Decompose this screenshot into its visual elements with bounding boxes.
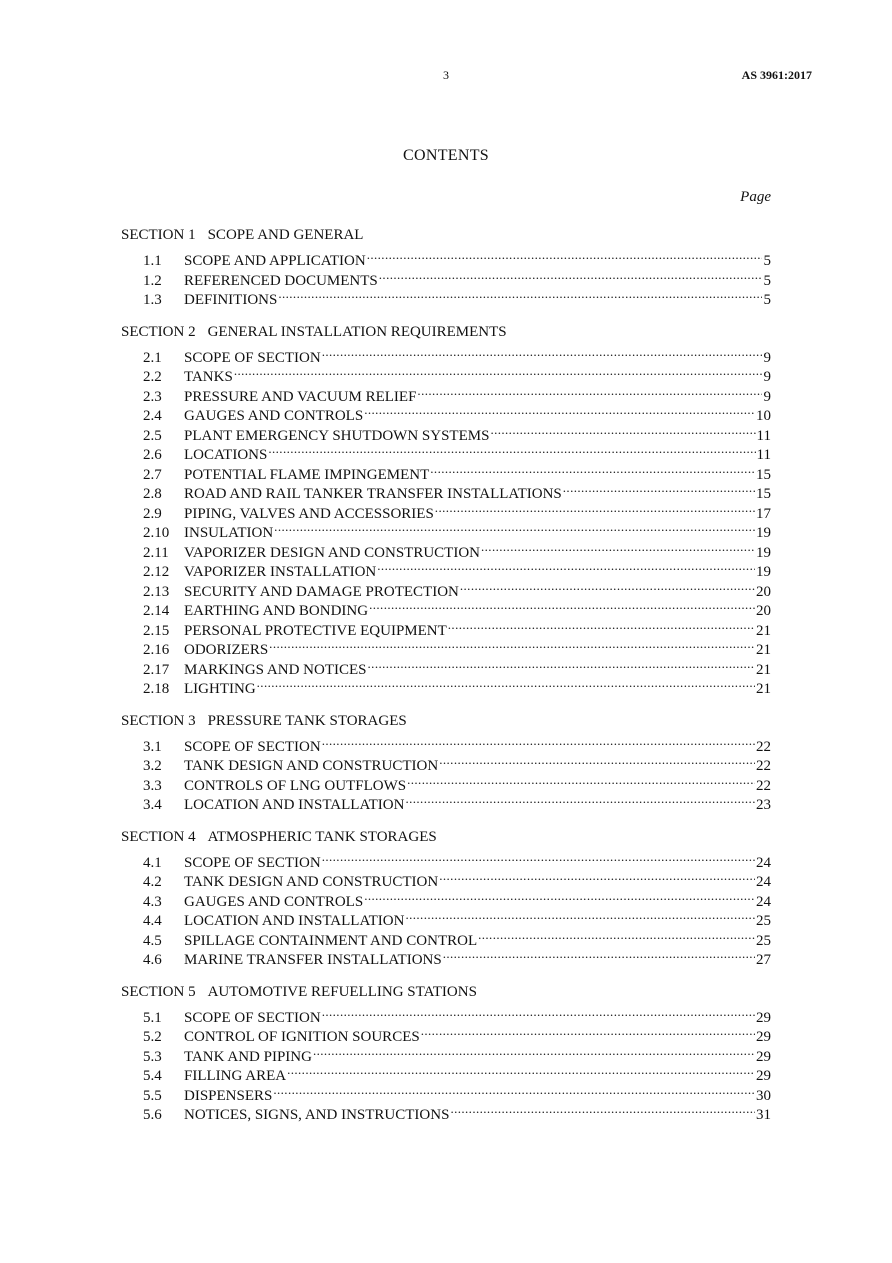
- entry-page-number: 30: [756, 1087, 771, 1104]
- entry-number: 2.11: [143, 544, 169, 561]
- entry-title: PIPING, VALVES AND ACCESSORIES: [184, 505, 434, 522]
- entry-number: 2.5: [143, 427, 162, 444]
- dot-leader: [421, 1022, 755, 1042]
- dot-leader: [273, 1080, 755, 1100]
- entry-number: 2.4: [143, 408, 162, 424]
- entry-number: 2.9: [143, 505, 162, 522]
- entry-number: 2.18: [143, 681, 170, 697]
- entry-number: 2.10: [143, 525, 170, 541]
- section-label: SECTION 1: [121, 227, 196, 243]
- section-title: ATMOSPHERIC TANK STORAGES: [207, 828, 437, 845]
- entry-page-number: 22: [756, 777, 771, 794]
- entry-number: 2.13: [143, 583, 170, 600]
- entry-page-number: 21: [756, 681, 771, 697]
- entry-number: 5.2: [143, 1029, 162, 1045]
- section-title: PRESSURE TANK STORAGES: [207, 712, 407, 729]
- entry-title: MARKINGS AND NOTICES: [184, 661, 367, 678]
- entry-title: PRESSURE AND VACUUM RELIEF: [184, 388, 417, 405]
- dot-leader: [369, 596, 755, 616]
- entry-title: EARTHING AND BONDING: [184, 603, 369, 619]
- dot-leader: [563, 479, 755, 499]
- dot-leader: [439, 751, 755, 771]
- entry-number: 5.6: [143, 1107, 162, 1123]
- toc-section: [121, 323, 771, 697]
- entry-page-number: 31: [756, 1107, 771, 1123]
- entry-number: 5.3: [143, 1048, 162, 1065]
- entry-title: DISPENSERS: [184, 1087, 273, 1104]
- entry-page-number: 29: [756, 1029, 771, 1045]
- entry-title: ODORIZERS: [184, 642, 269, 658]
- dot-leader: [490, 420, 755, 440]
- dot-leader: [435, 498, 755, 518]
- dot-leader: [322, 1002, 755, 1022]
- dot-leader: [443, 945, 755, 965]
- entry-title: NOTICES, SIGNS, AND INSTRUCTIONS: [184, 1107, 450, 1123]
- entry-title: TANKS: [184, 369, 233, 385]
- page-column-label: Page: [740, 189, 771, 205]
- entry-page-number: 25: [756, 932, 771, 949]
- entry-title: SCOPE AND APPLICATION: [184, 253, 366, 269]
- entry-title: GAUGES AND CONTROLS: [184, 408, 364, 424]
- entry-title: FILLING AREA: [184, 1068, 287, 1084]
- dot-leader: [460, 576, 755, 596]
- entry-page-number: 11: [756, 447, 771, 463]
- dot-leader: [278, 285, 762, 305]
- dot-leader: [322, 731, 755, 751]
- entry-page-number: 9: [763, 369, 771, 385]
- entry-number: 2.15: [143, 622, 170, 639]
- entry-number: 5.5: [143, 1087, 162, 1104]
- dot-leader: [257, 674, 755, 694]
- entry-number: 3.3: [143, 777, 162, 794]
- entry-page-number: 24: [756, 854, 771, 871]
- entry-number: 2.14: [143, 603, 170, 619]
- entry-number: 2.17: [143, 661, 170, 678]
- dot-leader: [368, 654, 755, 674]
- entry-page-number: 11: [756, 427, 771, 444]
- entry-title: CONTROLS OF LNG OUTFLOWS: [184, 777, 407, 794]
- entry-title: PERSONAL PROTECTIVE EQUIPMENT: [184, 622, 447, 639]
- entry-title: ROAD AND RAIL TANKER TRANSFER INSTALLATIONS: [184, 486, 562, 502]
- entry-title: SCOPE OF SECTION: [184, 1009, 321, 1026]
- entry-number: 1.1: [143, 253, 162, 269]
- entry-page-number: 9: [763, 349, 771, 366]
- section-title: GENERAL INSTALLATION REQUIREMENTS: [207, 323, 507, 340]
- entry-page-number: 29: [756, 1048, 771, 1065]
- entry-number: 5.1: [143, 1009, 162, 1026]
- entry-title: LOCATION AND INSTALLATION: [184, 913, 405, 929]
- entry-page-number: 19: [756, 564, 771, 580]
- entry-number: 1.3: [143, 292, 162, 308]
- entry-page-number: 21: [756, 642, 771, 658]
- dot-leader: [405, 906, 755, 926]
- section-heading[interactable]: [121, 323, 771, 343]
- entry-page-number: 24: [756, 874, 771, 890]
- section-label: SECTION 3: [121, 712, 196, 729]
- dot-leader: [322, 847, 755, 867]
- dot-leader: [367, 246, 762, 266]
- entry-number: 4.6: [143, 952, 162, 968]
- section-heading[interactable]: [121, 983, 771, 1003]
- dot-leader: [287, 1061, 755, 1081]
- toc-section: [121, 712, 771, 813]
- entry-page-number: 15: [756, 466, 771, 483]
- entry-page-number: 23: [756, 797, 771, 813]
- dot-leader: [268, 440, 755, 460]
- entry-title: DEFINITIONS: [184, 292, 278, 308]
- section-title: AUTOMOTIVE REFUELLING STATIONS: [207, 983, 477, 1000]
- section-label: SECTION 5: [121, 983, 196, 1000]
- toc-section: [121, 226, 771, 308]
- dot-leader: [364, 401, 755, 421]
- dot-leader: [417, 381, 762, 401]
- entry-title: LOCATION AND INSTALLATION: [184, 797, 405, 813]
- entry-number: 2.6: [143, 447, 162, 463]
- entry-title: SECURITY AND DAMAGE PROTECTION: [184, 583, 459, 600]
- entry-title: MARINE TRANSFER INSTALLATIONS: [184, 952, 442, 968]
- entry-page-number: 19: [756, 544, 771, 561]
- entry-page-number: 20: [756, 603, 771, 619]
- section-title: SCOPE AND GENERAL: [207, 227, 364, 243]
- entry-number: 2.1: [143, 349, 162, 366]
- entry-page-number: 25: [756, 913, 771, 929]
- dot-leader: [481, 537, 755, 557]
- entry-title: SCOPE OF SECTION: [184, 854, 321, 871]
- entry-page-number: 21: [756, 622, 771, 639]
- section-heading[interactable]: [121, 712, 771, 732]
- entry-number: 5.4: [143, 1068, 162, 1084]
- section-heading[interactable]: [121, 828, 771, 848]
- entry-title: TANK AND PIPING: [184, 1048, 312, 1065]
- entry-number: 3.2: [143, 758, 162, 774]
- entry-number: 4.4: [143, 913, 162, 929]
- dot-leader: [478, 925, 755, 945]
- entry-number: 1.2: [143, 272, 162, 289]
- entry-title: VAPORIZER INSTALLATION: [184, 564, 377, 580]
- dot-leader: [405, 790, 755, 810]
- entry-page-number: 20: [756, 583, 771, 600]
- entry-number: 2.16: [143, 642, 170, 658]
- dot-leader: [313, 1041, 755, 1061]
- dot-leader: [234, 362, 762, 382]
- toc-section: [121, 828, 771, 968]
- standard-code: AS 3961:2017: [741, 68, 812, 82]
- contents-title: CONTENTS: [403, 147, 489, 164]
- dot-leader: [364, 886, 755, 906]
- entry-title: REFERENCED DOCUMENTS: [184, 272, 378, 289]
- dot-leader: [379, 265, 762, 285]
- entry-number: 2.3: [143, 388, 162, 405]
- entry-page-number: 10: [756, 408, 771, 424]
- entry-page-number: 5: [763, 272, 771, 289]
- entry-title: POTENTIAL FLAME IMPINGEMENT: [184, 466, 430, 483]
- toc-entry[interactable]: [121, 847, 771, 871]
- entry-title: SPILLAGE CONTAINMENT AND CONTROL: [184, 932, 478, 949]
- entry-number: 2.7: [143, 466, 162, 483]
- dot-leader: [407, 770, 755, 790]
- entry-title: PLANT EMERGENCY SHUTDOWN SYSTEMS: [184, 427, 490, 444]
- entry-number: 4.3: [143, 893, 162, 910]
- dot-leader: [274, 518, 755, 538]
- entry-title: LIGHTING: [184, 681, 256, 697]
- entry-title: SCOPE OF SECTION: [184, 349, 321, 366]
- toc-entry[interactable]: [121, 731, 771, 755]
- dot-leader: [439, 867, 755, 887]
- dot-leader: [377, 557, 755, 577]
- entry-number: 2.8: [143, 486, 162, 502]
- section-heading[interactable]: [121, 226, 771, 246]
- entry-title: VAPORIZER DESIGN AND CONSTRUCTION: [184, 544, 480, 561]
- entry-title: TANK DESIGN AND CONSTRUCTION: [184, 758, 439, 774]
- entry-page-number: 27: [756, 952, 771, 968]
- toc-entry[interactable]: [121, 342, 771, 366]
- entry-page-number: 19: [756, 525, 771, 541]
- entry-title: LOCATIONS: [184, 447, 268, 463]
- table-of-contents: [121, 226, 771, 1138]
- entry-title: TANK DESIGN AND CONSTRUCTION: [184, 874, 439, 890]
- section-label: SECTION 4: [121, 828, 196, 845]
- entry-number: 3.4: [143, 797, 162, 813]
- section-label: SECTION 2: [121, 323, 196, 340]
- dot-leader: [269, 635, 755, 655]
- dot-leader: [322, 342, 762, 362]
- entry-number: 4.5: [143, 932, 162, 949]
- entry-page-number: 15: [756, 486, 771, 502]
- dot-leader: [430, 459, 755, 479]
- dot-leader: [448, 615, 755, 635]
- page-number: 3: [443, 68, 449, 82]
- entry-page-number: 5: [763, 292, 771, 308]
- entry-page-number: 29: [756, 1068, 771, 1084]
- entry-page-number: 21: [756, 661, 771, 678]
- entry-title: INSULATION: [184, 525, 274, 541]
- entry-number: 2.2: [143, 369, 162, 385]
- entry-title: CONTROL OF IGNITION SOURCES: [184, 1029, 420, 1045]
- entry-page-number: 24: [756, 893, 771, 910]
- toc-entry[interactable]: [121, 1002, 771, 1026]
- entry-number: 2.12: [143, 564, 170, 580]
- entry-page-number: 22: [756, 738, 771, 755]
- entry-page-number: 22: [756, 758, 771, 774]
- dot-leader: [450, 1100, 755, 1120]
- entry-number: 4.2: [143, 874, 162, 890]
- entry-title: GAUGES AND CONTROLS: [184, 893, 364, 910]
- toc-entry[interactable]: [121, 246, 771, 269]
- entry-page-number: 17: [756, 505, 771, 522]
- entry-title: SCOPE OF SECTION: [184, 738, 321, 755]
- entry-page-number: 9: [763, 388, 771, 405]
- entry-page-number: 5: [763, 253, 771, 269]
- toc-section: [121, 983, 771, 1123]
- entry-page-number: 29: [756, 1009, 771, 1026]
- entry-number: 4.1: [143, 854, 162, 871]
- entry-number: 3.1: [143, 738, 162, 755]
